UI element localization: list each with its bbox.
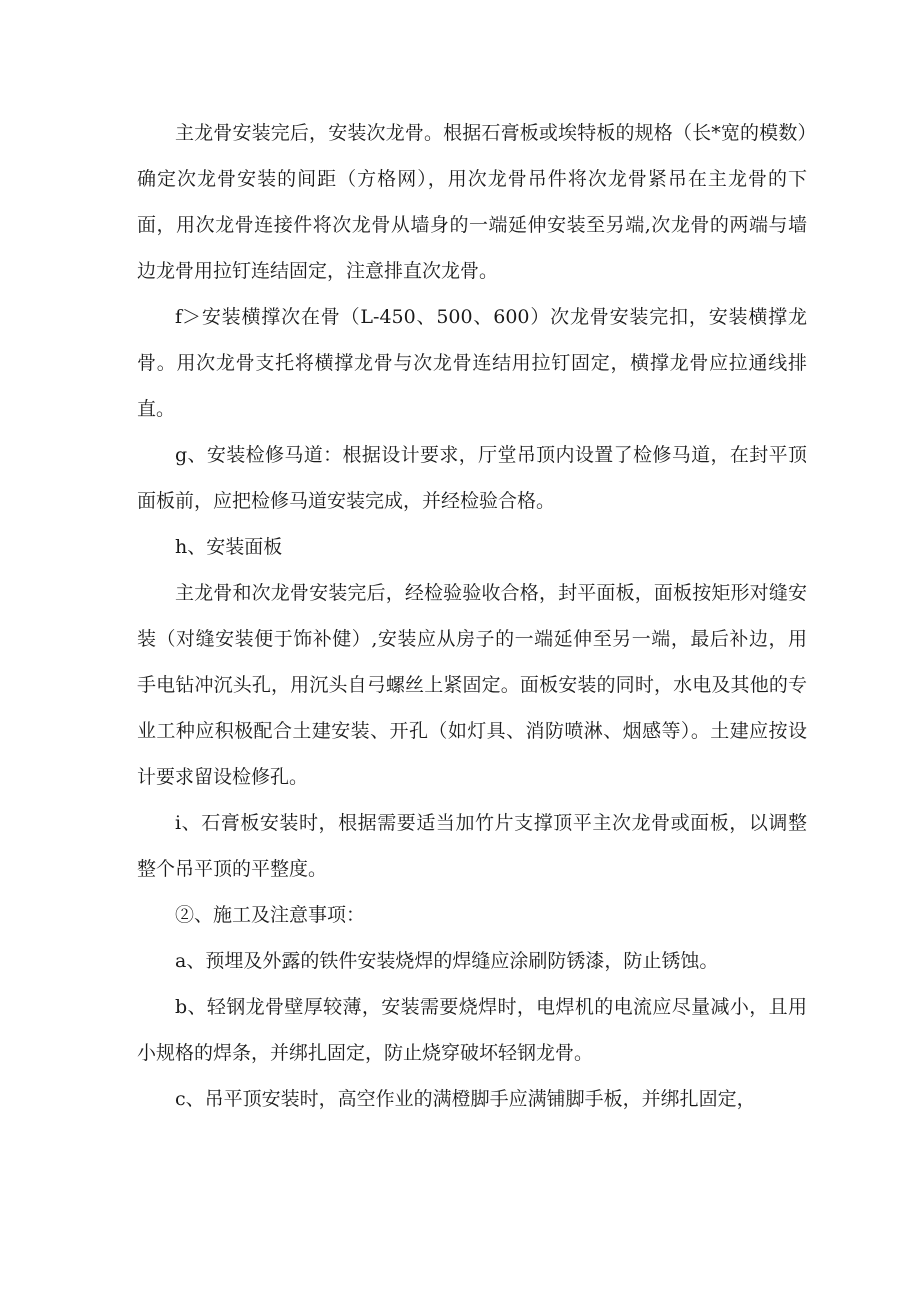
paragraph-panel-installation: 主龙骨和次龙骨安装完后，经检验验收合格，封平面板，面板按矩形对缝安装（对缝安装便于饰补健）,安装应从房子的一端延伸至另一端，最后补边，用手电钻冲沉头孔，用沉头自弓螺丝上紧固定。面板安装的同时，水电及其他的专业工种应积极配合土建安装、开孔（如灯具、消防喷淋、烟感等）。土建应按设计要求留设检修孔。 xyxy=(137,582,807,788)
paragraph-c-scaffolding: c、吊平顶安装时，高空作业的满橙脚手应满铺脚手板，并绑扎固定， xyxy=(175,1088,756,1110)
paragraph-a-anti-rust: a、预埋及外露的铁件安装烧焊的焊缝应涂刷防锈漆，防止锈蚀。 xyxy=(175,950,719,972)
paragraph-i-gypsum-board: i、石膏板安装时，根据需要适当加竹片支撑顶平主次龙骨或面板，以调整整个吊平顶的平整度。 xyxy=(137,812,807,880)
paragraph-g-maintenance-walkway: g、安装检修马道：根据设计要求，厅堂吊顶内设置了检修马道，在封平顶面板前，应把检修马道安装完成，并经检验合格。 xyxy=(137,444,807,512)
paragraph-h-install-panels-heading: h、安装面板 xyxy=(175,536,283,558)
paragraph-construction-notes-heading: ②、施工及注意事项： xyxy=(175,904,366,926)
paragraph-b-welding: b、轻钢龙骨壁厚较薄，安装需要烧焊时，电焊机的电流应尽量减小，且用小规格的焊条，并绑扎固定，防止烧穿破坏轻钢龙骨。 xyxy=(137,996,807,1064)
document-body xyxy=(137,110,807,1122)
paragraph-f-cross-brace-keel: f＞安装横撑次在骨（L-450、500、600）次龙骨安装完扣，安装横撑龙骨。用次龙骨支托将横撑龙骨与次龙骨连结用拉钉固定，横撑龙骨应拉通线排直。 xyxy=(137,306,807,420)
paragraph-secondary-keel-installation: 主龙骨安装完后，安装次龙骨。根据石膏板或埃特板的规格（长*宽的模数）确定次龙骨安装的间距（方格网），用次龙骨吊件将次龙骨紧吊在主龙骨的下面，用次龙骨连接件将次龙骨从墙身的一端延伸安装至另端,次龙骨的两端与墙边龙骨用拉钉连结固定，注意排直次龙骨。 xyxy=(137,122,807,282)
